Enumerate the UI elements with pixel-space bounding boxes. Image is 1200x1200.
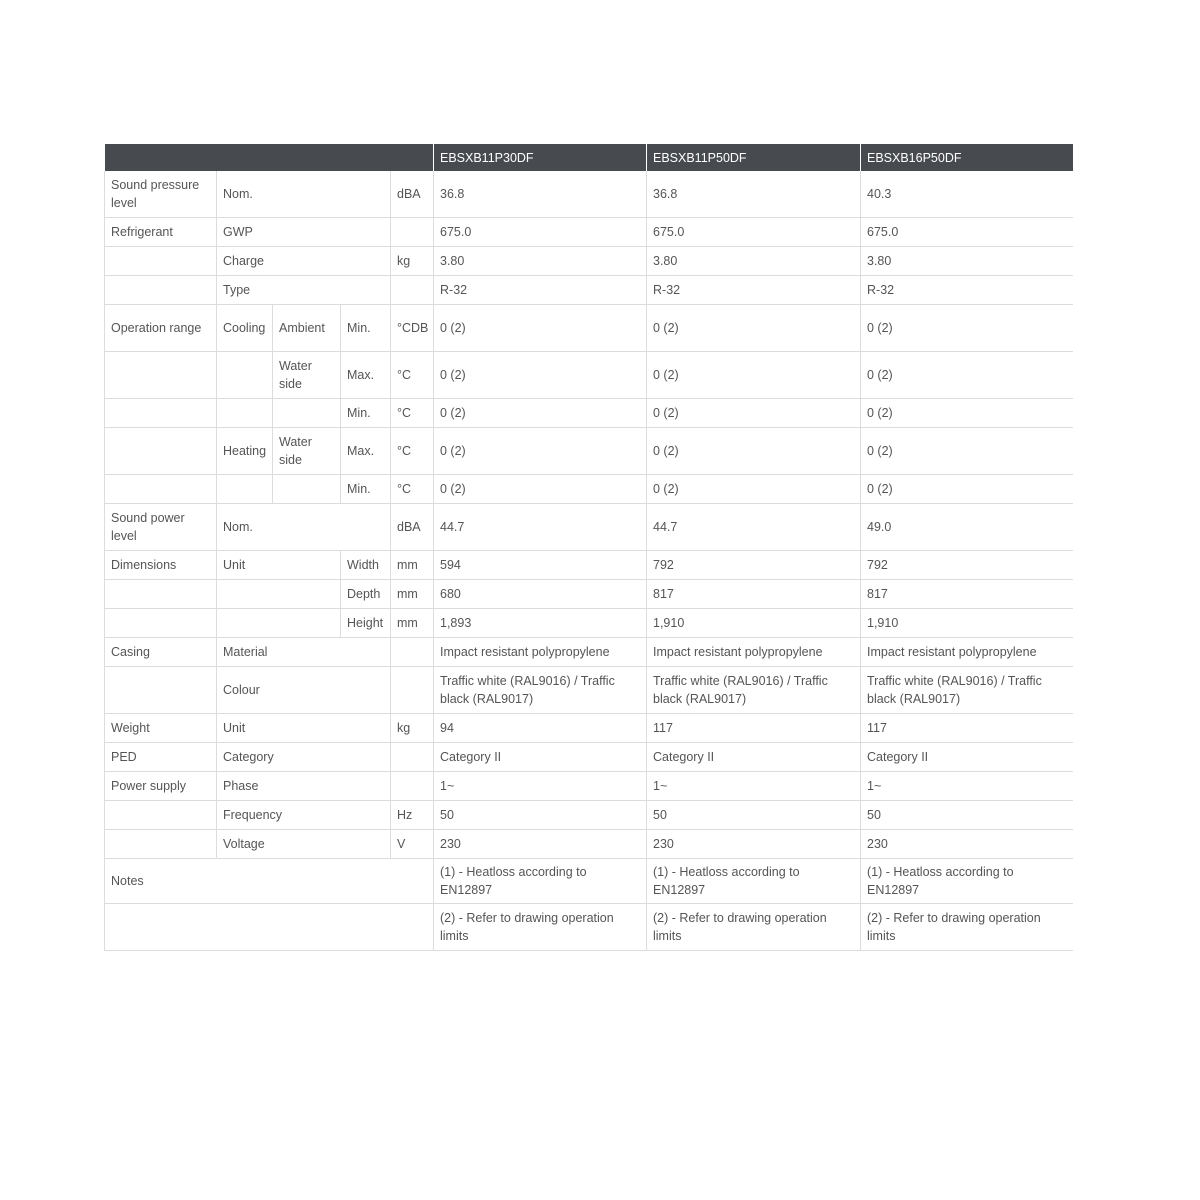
value-cell: 3.80 [434, 247, 647, 276]
row-unit [391, 743, 434, 772]
value-cell: 0 (2) [647, 352, 861, 399]
value-cell: 50 [434, 801, 647, 830]
spec-row [105, 276, 1073, 305]
row-group: Ambient [273, 305, 341, 352]
row-unit [391, 667, 434, 714]
row-sublabel [217, 475, 273, 504]
value-cell: 0 (2) [861, 352, 1073, 399]
value-cell: 0 (2) [647, 475, 861, 504]
row-sublabel [217, 609, 341, 638]
value-cell: 230 [434, 830, 647, 859]
row-param: Height [341, 609, 391, 638]
note-cell: (1) - Heatloss according to EN12897 [434, 859, 647, 904]
spec-row [105, 801, 1073, 830]
row-unit: kg [391, 714, 434, 743]
value-cell: 1~ [434, 772, 647, 801]
value-cell: 117 [647, 714, 861, 743]
value-cell: 0 (2) [647, 399, 861, 428]
row-sublabel: Material [217, 638, 391, 667]
row-label: Power supply [105, 772, 217, 801]
spec-table [104, 144, 1073, 951]
note-cell: (2) - Refer to drawing operation limits [861, 904, 1073, 951]
row-label: Sound power level [105, 504, 217, 551]
row-unit [391, 276, 434, 305]
row-unit [391, 772, 434, 801]
spec-row [105, 218, 1073, 247]
value-cell: Traffic white (RAL9016) / Traffic black (RAL9017) [434, 667, 647, 714]
value-cell: 0 (2) [861, 475, 1073, 504]
value-cell: R-32 [861, 276, 1073, 305]
spec-row [105, 772, 1073, 801]
value-cell: 40.3 [861, 171, 1073, 218]
row-sublabel: Voltage [217, 830, 391, 859]
row-param: Min. [341, 475, 391, 504]
value-cell: 594 [434, 551, 647, 580]
value-cell: 1,910 [647, 609, 861, 638]
spec-row [105, 638, 1073, 667]
row-sublabel: Phase [217, 772, 391, 801]
row-label [105, 399, 217, 428]
row-unit [391, 638, 434, 667]
value-cell: 49.0 [861, 504, 1073, 551]
value-cell: 0 (2) [647, 305, 861, 352]
value-cell: 817 [861, 580, 1073, 609]
value-cell: Category II [434, 743, 647, 772]
value-cell: 675.0 [647, 218, 861, 247]
value-cell: 230 [861, 830, 1073, 859]
row-sublabel: Category [217, 743, 391, 772]
model-header: EBSXB16P50DF [861, 144, 1073, 171]
value-cell: Impact resistant polypropylene [434, 638, 647, 667]
row-label [105, 667, 217, 714]
value-cell: 817 [647, 580, 861, 609]
row-label: PED [105, 743, 217, 772]
value-cell: 44.7 [647, 504, 861, 551]
row-group: Water side [273, 352, 341, 399]
spec-row [105, 504, 1073, 551]
value-cell: 36.8 [434, 171, 647, 218]
value-cell: 675.0 [434, 218, 647, 247]
notes-row [105, 904, 1073, 951]
row-label: Casing [105, 638, 217, 667]
value-cell: Category II [861, 743, 1073, 772]
row-label [105, 276, 217, 305]
note-cell: (1) - Heatloss according to EN12897 [861, 859, 1073, 904]
notes-label [105, 904, 434, 951]
row-label: Dimensions [105, 551, 217, 580]
row-sublabel: Cooling [217, 305, 273, 352]
row-sublabel: Heating [217, 428, 273, 475]
row-label [105, 801, 217, 830]
row-sublabel: Type [217, 276, 391, 305]
value-cell: Impact resistant polypropylene [861, 638, 1073, 667]
row-label [105, 247, 217, 276]
notes-row [105, 859, 1073, 904]
notes-label: Notes [105, 859, 434, 904]
spec-row [105, 352, 1073, 399]
value-cell: 1,910 [861, 609, 1073, 638]
row-unit: V [391, 830, 434, 859]
row-unit: °C [391, 428, 434, 475]
value-cell: Impact resistant polypropylene [647, 638, 861, 667]
value-cell: 3.80 [647, 247, 861, 276]
spec-row [105, 399, 1073, 428]
value-cell: 44.7 [434, 504, 647, 551]
row-label: Operation range [105, 305, 217, 352]
row-sublabel: Nom. [217, 504, 391, 551]
value-cell: 230 [647, 830, 861, 859]
spec-row [105, 714, 1073, 743]
row-unit: Hz [391, 801, 434, 830]
row-label [105, 830, 217, 859]
row-sublabel: Nom. [217, 171, 391, 218]
value-cell: 0 (2) [861, 305, 1073, 352]
row-sublabel: Charge [217, 247, 391, 276]
row-label [105, 352, 217, 399]
spec-body [105, 171, 1073, 951]
value-cell: 36.8 [647, 171, 861, 218]
value-cell: 94 [434, 714, 647, 743]
value-cell: Traffic white (RAL9016) / Traffic black (RAL9017) [647, 667, 861, 714]
row-param: Width [341, 551, 391, 580]
spec-row [105, 247, 1073, 276]
row-label [105, 475, 217, 504]
model-header: EBSXB11P30DF [434, 144, 647, 171]
row-param: Min. [341, 305, 391, 352]
spec-row [105, 171, 1073, 218]
value-cell: 1~ [861, 772, 1073, 801]
note-cell: (2) - Refer to drawing operation limits [434, 904, 647, 951]
row-unit: dBA [391, 171, 434, 218]
value-cell: 0 (2) [434, 352, 647, 399]
value-cell: 0 (2) [647, 428, 861, 475]
row-label [105, 609, 217, 638]
spec-row [105, 580, 1073, 609]
row-label [105, 580, 217, 609]
row-sublabel [217, 352, 273, 399]
value-cell: 792 [647, 551, 861, 580]
row-unit: mm [391, 580, 434, 609]
row-group: Water side [273, 428, 341, 475]
note-cell: (2) - Refer to drawing operation limits [647, 904, 861, 951]
row-group [273, 399, 341, 428]
row-unit [391, 218, 434, 247]
value-cell: 0 (2) [434, 305, 647, 352]
value-cell: 1,893 [434, 609, 647, 638]
row-param: Max. [341, 352, 391, 399]
value-cell: Traffic white (RAL9016) / Traffic black (RAL9017) [861, 667, 1073, 714]
spec-row [105, 428, 1073, 475]
value-cell: 3.80 [861, 247, 1073, 276]
value-cell: 50 [861, 801, 1073, 830]
value-cell: 0 (2) [434, 475, 647, 504]
header-blank-cell [105, 144, 434, 171]
row-sublabel: Unit [217, 551, 341, 580]
row-group [273, 475, 341, 504]
row-unit: mm [391, 609, 434, 638]
row-param: Depth [341, 580, 391, 609]
note-cell: (1) - Heatloss according to EN12897 [647, 859, 861, 904]
row-unit: °C [391, 475, 434, 504]
row-label: Sound pressure level [105, 171, 217, 218]
spec-row [105, 551, 1073, 580]
value-cell: R-32 [647, 276, 861, 305]
value-cell: R-32 [434, 276, 647, 305]
value-cell: 0 (2) [861, 399, 1073, 428]
row-unit: dBA [391, 504, 434, 551]
value-cell: 0 (2) [434, 399, 647, 428]
value-cell: 117 [861, 714, 1073, 743]
value-cell: 680 [434, 580, 647, 609]
spec-row [105, 609, 1073, 638]
row-sublabel [217, 399, 273, 428]
row-sublabel: Unit [217, 714, 391, 743]
row-sublabel: GWP [217, 218, 391, 247]
row-unit: °C [391, 399, 434, 428]
spec-row [105, 475, 1073, 504]
row-unit: kg [391, 247, 434, 276]
value-cell: Category II [647, 743, 861, 772]
spec-row [105, 743, 1073, 772]
spec-row [105, 830, 1073, 859]
value-cell: 792 [861, 551, 1073, 580]
row-label: Weight [105, 714, 217, 743]
row-sublabel: Colour [217, 667, 391, 714]
row-sublabel: Frequency [217, 801, 391, 830]
value-cell: 50 [647, 801, 861, 830]
spec-row [105, 305, 1073, 352]
row-label: Refrigerant [105, 218, 217, 247]
row-param: Min. [341, 399, 391, 428]
row-unit: °CDB [391, 305, 434, 352]
row-unit: mm [391, 551, 434, 580]
header-row [105, 144, 1073, 171]
spec-row [105, 667, 1073, 714]
value-cell: 1~ [647, 772, 861, 801]
row-param: Max. [341, 428, 391, 475]
row-sublabel [217, 580, 341, 609]
row-label [105, 428, 217, 475]
value-cell: 0 (2) [434, 428, 647, 475]
row-unit: °C [391, 352, 434, 399]
value-cell: 0 (2) [861, 428, 1073, 475]
value-cell: 675.0 [861, 218, 1073, 247]
model-header: EBSXB11P50DF [647, 144, 861, 171]
